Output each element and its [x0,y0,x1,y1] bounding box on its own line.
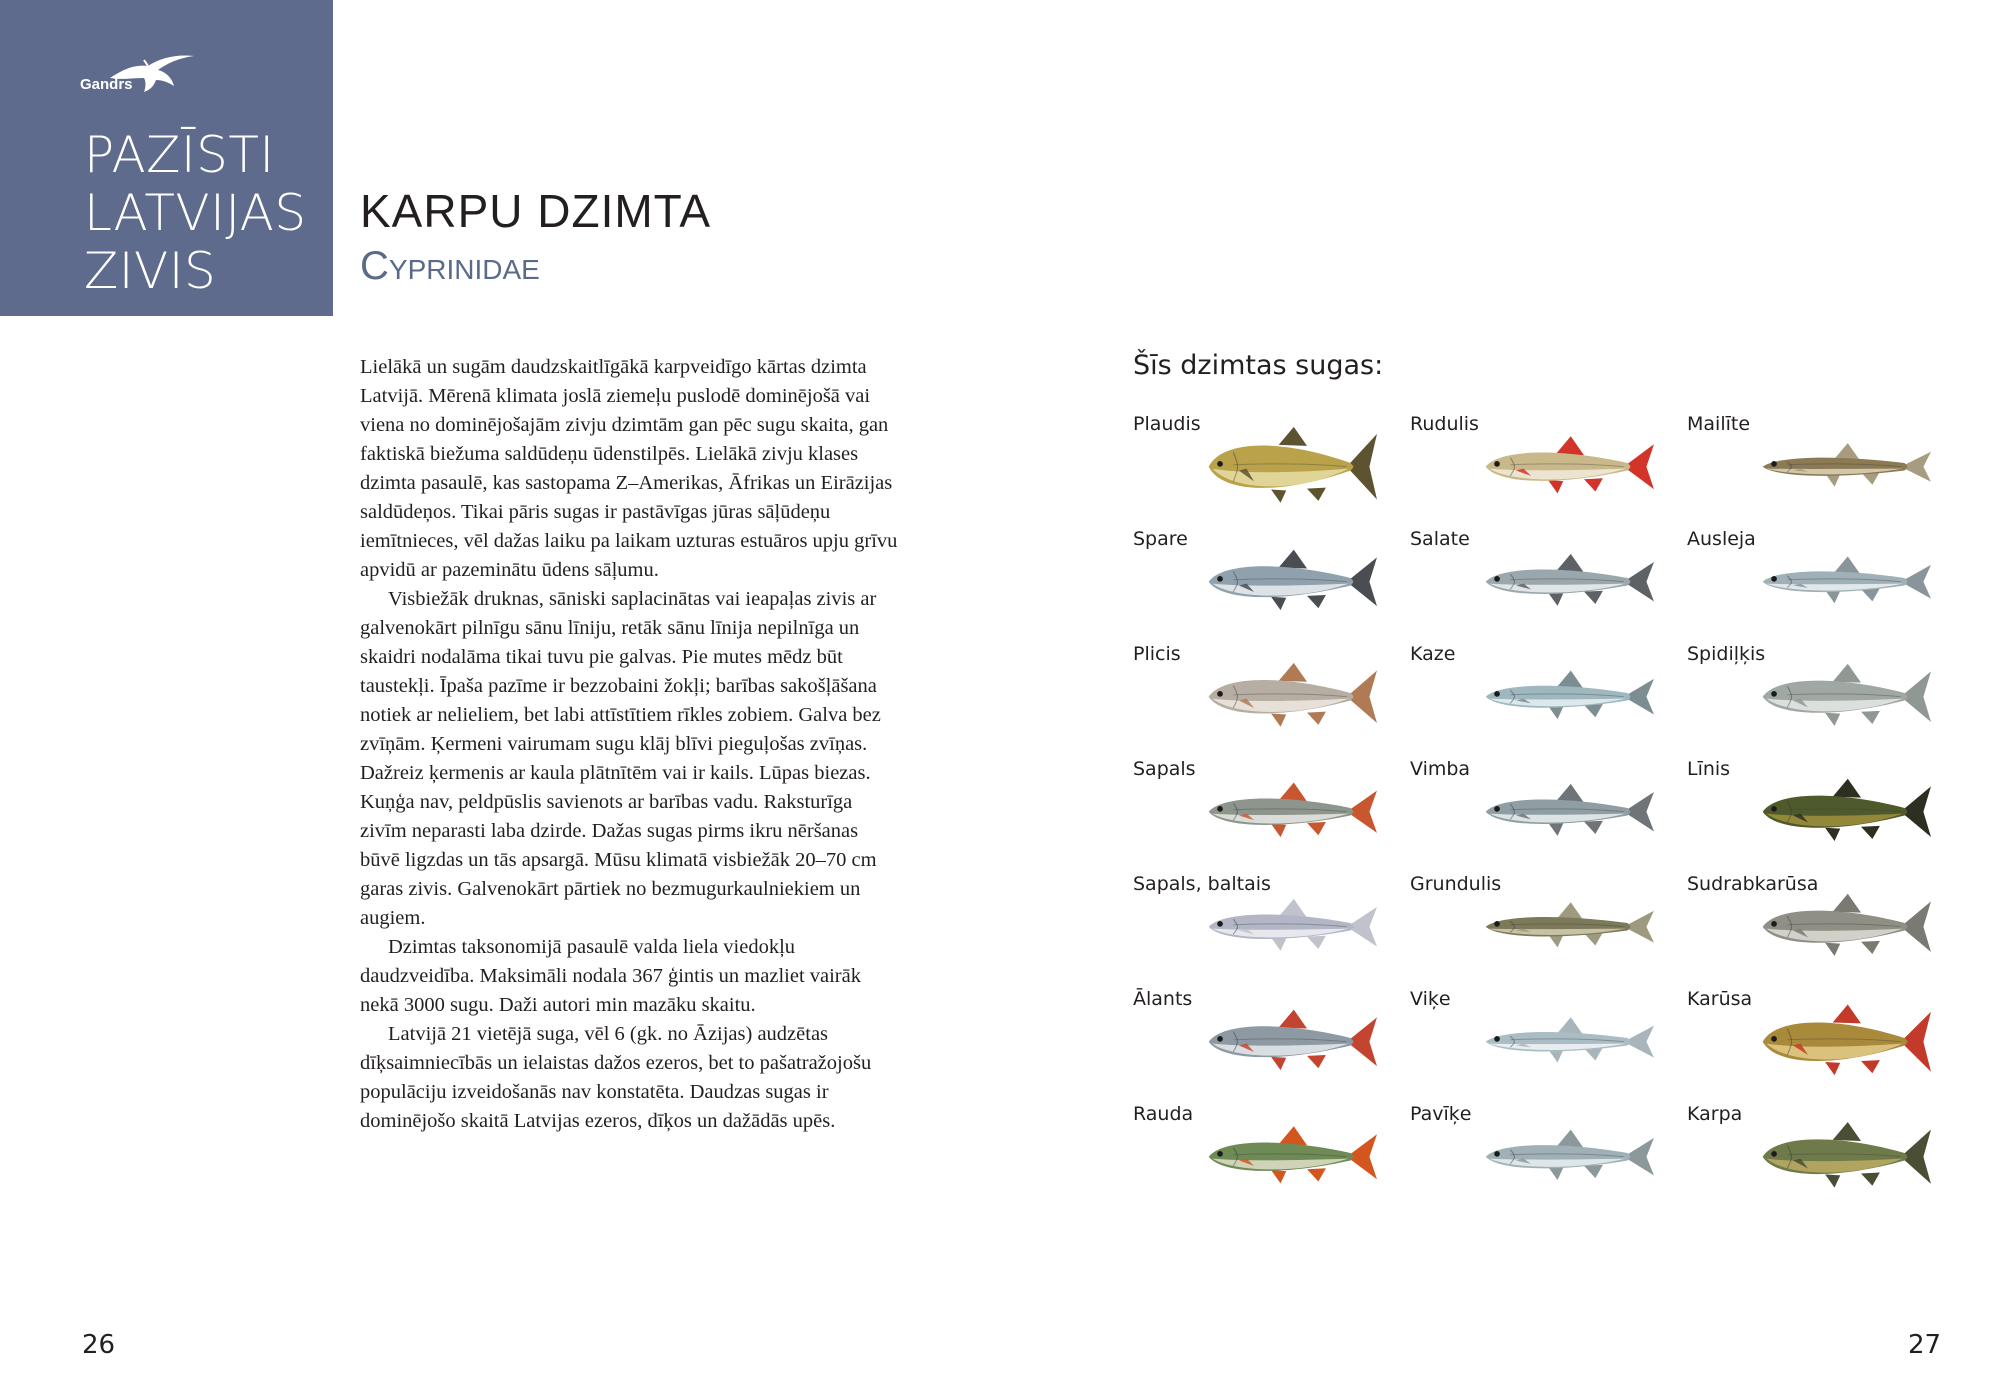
species-item [1687,632,1957,744]
species-name: Plaudis [1133,413,1201,435]
fish-illustration [1749,985,1939,1089]
species-name: Rudulis [1410,413,1479,435]
species-name: Kaze [1410,643,1456,665]
fish-icon [1195,870,1385,974]
species-name: Spidiļķis [1687,643,1766,665]
series-title-line: PAZĪSTI [84,126,275,184]
series-banner [0,0,333,316]
species-name: Salate [1410,528,1470,550]
fish-pelvic-fin [1548,480,1563,493]
fish-illustration [1749,525,1939,629]
species-name: Pavīķe [1410,1103,1472,1125]
fish-eye [1494,1151,1500,1157]
fish-eye [1494,576,1500,582]
page-number-left: 26 [82,1330,116,1360]
fish-illustration [1472,410,1662,514]
species-item [1687,402,1957,514]
species-item [1687,977,1957,1089]
fish-pelvic-fin [1271,938,1286,951]
fish-icon [1195,410,1385,514]
fish-anal-fin [1861,826,1880,839]
series-title [84,126,307,300]
fish-icon [1195,985,1385,1089]
fish-icon [1749,985,1939,1089]
fish-icon [1195,525,1385,629]
fish-illustration [1472,755,1662,859]
fish-pelvic-fin [1825,1062,1840,1075]
fish-eye [1771,576,1777,582]
fish-anal-fin [1861,1060,1880,1073]
fish-anal-fin [1861,941,1880,954]
fish-pelvic-fin [1271,1057,1286,1070]
species-item [1687,1092,1957,1204]
gandrs-logo [80,52,180,96]
fish-pelvic-fin [1825,1174,1840,1187]
fish-dorsal-fin [1279,663,1307,682]
fish-illustration [1195,640,1385,744]
fish-pelvic-fin [1548,823,1563,836]
fish-icon [1195,640,1385,744]
fish-icon [1472,525,1662,629]
fish-illustration [1195,1100,1385,1204]
species-item [1410,402,1680,514]
fish-eye [1771,806,1777,812]
fish-eye [1217,576,1223,582]
fish-illustration [1195,985,1385,1089]
species-name: Sudrabkarūsa [1687,873,1819,895]
species-name: Ausleja [1687,528,1756,550]
species-name: Grundulis [1410,873,1502,895]
fish-eye [1771,1151,1777,1157]
fish-anal-fin [1307,712,1326,725]
fish-eye [1494,691,1500,697]
fish-illustration [1195,410,1385,514]
species-name: Rauda [1133,1103,1194,1125]
fish-icon [1472,410,1662,514]
species-name: Karpa [1687,1103,1743,1125]
species-heading: Šīs dzimtas sugas: [1133,350,1384,381]
fish-anal-fin [1307,936,1326,949]
fish-anal-fin [1861,711,1880,724]
species-name: Sapals, baltais [1133,873,1271,895]
body-text [360,353,900,1136]
fish-icon [1472,870,1662,974]
fish-icon [1195,1100,1385,1204]
fish-illustration [1472,525,1662,629]
species-name: Vimba [1410,758,1471,780]
fish-pelvic-fin [1825,828,1840,841]
fish-pelvic-fin [1271,597,1286,610]
fish-icon [1472,985,1662,1089]
species-item [1687,747,1957,859]
fish-illustration [1195,525,1385,629]
fish-illustration [1749,755,1939,859]
fish-icon [1749,870,1939,974]
fish-pelvic-fin [1271,490,1286,503]
species-name: Sapals [1133,758,1196,780]
fish-anal-fin [1861,1173,1880,1186]
species-item [1410,1092,1680,1204]
species-name: Spare [1133,528,1188,550]
species-item [1687,517,1957,629]
fish-dorsal-fin [1833,894,1861,913]
body-paragraph: Lielākā un sugām daudzskaitlīgākā karpveidīgo kārtas dzimta Latvijā. Mērenā klimata joslā ziemeļu puslodē dominējošā vai viena no dominējošajām zivju dzimtām gan pēc sugu skaita, gan faktiskā biežuma saldūdeņu ūdenstilpēs. Lielākā zivju klases dzimta pasaulē, kas sastopama Z–Amerikas, Āfrikas un Eirāzijas saldūdeņos. Tikai pāris sugas ir pastāvīgas jūras sāļūdeņu iemītnieces, vēl dažas laiku pa laikam uzturas estuāros upju grīvu apvidū ar pazeminātu ūdens sāļumu. [360,356,898,581]
family-title: KARPU DZIMTA [360,185,712,237]
species-item [1133,747,1403,859]
fish-dorsal-fin [1279,427,1307,446]
fish-eye [1771,1036,1777,1042]
fish-eye [1217,1036,1223,1042]
fish-illustration [1749,410,1939,514]
fish-illustration [1749,640,1939,744]
species-name: Ālants [1133,988,1193,1010]
logo-text: Gandrs [80,76,133,93]
fish-dorsal-fin [1279,550,1307,569]
fish-dorsal-fin [1833,779,1861,798]
fish-anal-fin [1584,821,1603,834]
species-item [1133,517,1403,629]
fish-anal-fin [1307,822,1326,835]
species-item [1133,1092,1403,1204]
body-paragraph: Visbiežāk druknas, sāniski saplacinātas vai ieapaļas zivis ar galvenokārt pilnīgu sānu līniju, retāk sānu līnija nepilnīga un skaidri nodalāma tikai tuvu pie galvas. Pie mutes mēdz būt taustekļi. Īpaša pazīme ir bezzobaini žokļi; barības sakošļāšana notiek ar nelieliem, bet labi attīstītiem rīkles zobiem. Galva bez zvīņām. Ķermeni vairumam sugu klāj blīvi pieguļošas zvīņas. Dažreiz ķermenis ar kaula plātnītēm vai ir kails. Lūpas biezas. Kuņģa nav, peldpūslis savienots ar barības vadu. Raksturīga zivīm neparasti laba dzirde. Dažas sugas pirms ikru nēršanas būvē ligzdas un tās apsargā. Mūsu klimatā visbiežāk 20–70 cm garas zivis. Galvenokārt pārtiek no bezmugurkaulniekiem un augiem. [360,588,881,929]
species-name: Līnis [1687,758,1731,780]
species-item [1410,517,1680,629]
fish-anal-fin [1307,1055,1326,1068]
fish-illustration [1472,1100,1662,1204]
species-name: Mailīte [1687,413,1751,435]
fish-anal-fin [1307,488,1326,501]
fish-icon [1472,755,1662,859]
fish-anal-fin [1584,591,1603,604]
family-latin-name: Cyprinidae [360,244,540,288]
fish-anal-fin [1307,1168,1326,1181]
fish-icon [1749,640,1939,744]
fish-eye [1217,806,1223,812]
fish-eye [1217,461,1223,467]
fish-anal-fin [1584,1165,1603,1178]
fish-icon [1749,1100,1939,1204]
species-item [1410,747,1680,859]
fish-pelvic-fin [1825,713,1840,726]
series-title-line: LATVIJAS [84,184,307,242]
species-name: Plicis [1133,643,1181,665]
species-grid [1133,402,1953,1217]
fish-icon [1472,1100,1662,1204]
fish-pelvic-fin [1271,714,1286,727]
fish-icon [1195,755,1385,859]
fish-icon [1749,755,1939,859]
species-item [1133,977,1403,1089]
fish-pelvic-fin [1825,943,1840,956]
fish-dorsal-fin [1279,783,1307,802]
fish-illustration [1472,870,1662,974]
fish-illustration [1749,870,1939,974]
species-item [1410,977,1680,1089]
fish-dorsal-fin [1279,1126,1307,1145]
fish-illustration [1195,870,1385,974]
fish-eye [1494,1036,1500,1042]
fish-anal-fin [1307,595,1326,608]
fish-illustration [1749,1100,1939,1204]
fish-eye [1217,691,1223,697]
fish-dorsal-fin [1556,436,1584,455]
fish-eye [1217,921,1223,927]
fish-illustration [1195,755,1385,859]
species-item [1410,862,1680,974]
page-number-right: 27 [1908,1330,1942,1360]
fish-pelvic-fin [1271,1170,1286,1183]
species-item [1133,632,1403,744]
fish-dorsal-fin [1833,1004,1861,1023]
fish-pelvic-fin [1548,706,1563,719]
fish-illustration [1472,640,1662,744]
fish-eye [1771,921,1777,927]
fish-dorsal-fin [1833,664,1861,683]
fish-anal-fin [1584,478,1603,491]
fish-icon [1749,525,1939,629]
species-name: Karūsa [1687,988,1753,1010]
body-paragraph: Latvijā 21 vietējā suga, vēl 6 (gk. no Āzijas) audzētas dīķsaimniecībās un ielaistas dažos ezeros, bet to pašatražojošu populāciju izveidošanās nav konstatēta. Daudzas sugas ir dominējošo skaitā Latvijas ezeros, dīķos un dažādās upēs. [360,1023,872,1132]
fish-pelvic-fin [1548,1167,1563,1180]
fish-dorsal-fin [1279,1010,1307,1029]
fish-eye [1217,1151,1223,1157]
species-item [1133,862,1403,974]
fish-eye [1494,461,1500,467]
fish-anal-fin [1584,704,1603,717]
fish-pelvic-fin [1271,824,1286,837]
fish-eye [1494,806,1500,812]
fish-dorsal-fin [1833,1122,1861,1141]
body-paragraph: Dzimtas taksonomijā pasaulē valda liela viedokļu daudzveidība. Maksimāli nodala 367 ģintis un mazliet vairāk nekā 3000 sugu. Daži autori min mazāku skaitu. [360,936,861,1016]
species-item [1687,862,1957,974]
fish-pelvic-fin [1548,593,1563,606]
fish-illustration [1472,985,1662,1089]
species-name: Viķe [1410,988,1451,1010]
fish-eye [1771,461,1777,467]
fish-icon [1472,640,1662,744]
species-item [1410,632,1680,744]
fish-eye [1494,921,1500,927]
fish-icon [1749,410,1939,514]
species-item [1133,402,1403,514]
series-title-line: ZIVIS [84,242,217,300]
fish-eye [1771,691,1777,697]
